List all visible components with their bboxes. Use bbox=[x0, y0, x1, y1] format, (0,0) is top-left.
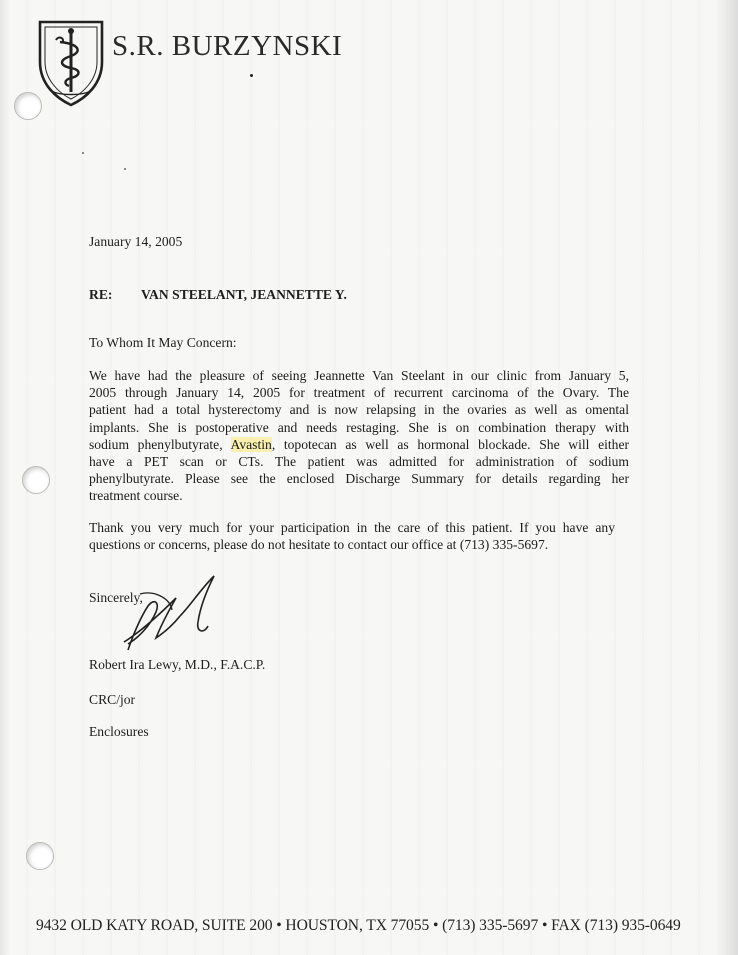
paragraph-line: patient had a total hysterectomy and is now relapsing in the ovaries as well as omental bbox=[89, 402, 629, 418]
re-label: RE: bbox=[89, 287, 113, 302]
line-text: , topotecan as well as hormonal blockade. She will either bbox=[271, 436, 630, 452]
body-paragraph-1 bbox=[89, 367, 629, 505]
paragraph-line: implants. She is postoperative and needs restaging. She is on combination therapy with bbox=[89, 419, 629, 435]
line-text: sodium phenylbutyrate, bbox=[89, 436, 231, 452]
paragraph-line: have a PET scan or CTs. The patient was admitted for administration of sodium bbox=[89, 454, 629, 470]
paragraph-line bbox=[89, 436, 629, 453]
signatory-name: Robert Ira Lewy, M.D., F.A.C.P. bbox=[89, 657, 266, 672]
caduceus-shield-icon bbox=[36, 18, 106, 108]
letterhead-name: S.R. BURZYNSKI bbox=[112, 30, 343, 62]
closing: Sincerely, bbox=[89, 590, 143, 605]
enclosures-note: Enclosures bbox=[89, 724, 149, 739]
paragraph-line: Thank you very much for your participation in the care of this patient. If you have any bbox=[89, 520, 615, 535]
punch-hole bbox=[26, 842, 54, 870]
handwritten-signature bbox=[110, 572, 230, 657]
punch-hole bbox=[22, 466, 50, 494]
re-line bbox=[89, 286, 347, 303]
scan-speck bbox=[124, 168, 126, 170]
letterhead-dot bbox=[250, 74, 253, 77]
typist-initials: CRC/jor bbox=[89, 692, 136, 707]
salutation: To Whom It May Concern: bbox=[89, 335, 237, 350]
paragraph-line: 2005 through January 14, 2005 for treatment of recurrent carcinoma of the Ovary. The bbox=[89, 385, 629, 401]
paragraph-line: We have had the pleasure of seeing Jeannette Van Steelant in our clinic from January 5, bbox=[89, 368, 629, 383]
letter-date: January 14, 2005 bbox=[89, 234, 183, 249]
paragraph-line: treatment course. bbox=[89, 488, 183, 504]
paragraph-line: phenylbutyrate. Please see the enclosed Discharge Summary for details regarding her bbox=[89, 471, 629, 487]
letterhead-footer-address: 9432 OLD KATY ROAD, SUITE 200 • HOUSTON, TX 77055 • (713) 335-5697 • FAX (713) 935-0649 bbox=[36, 917, 681, 934]
scan-speck bbox=[82, 152, 84, 154]
paragraph-line: questions or concerns, please do not hesitate to contact our office at (713) 335-5697. bbox=[89, 537, 549, 553]
body-paragraph-2 bbox=[89, 519, 615, 553]
page-edge-shadow bbox=[716, 0, 738, 955]
re-subject: VAN STEELANT, JEANNETTE Y. bbox=[140, 287, 347, 302]
page-edge-shadow bbox=[0, 0, 10, 955]
highlighted-drug-name: Avastin bbox=[230, 436, 272, 452]
